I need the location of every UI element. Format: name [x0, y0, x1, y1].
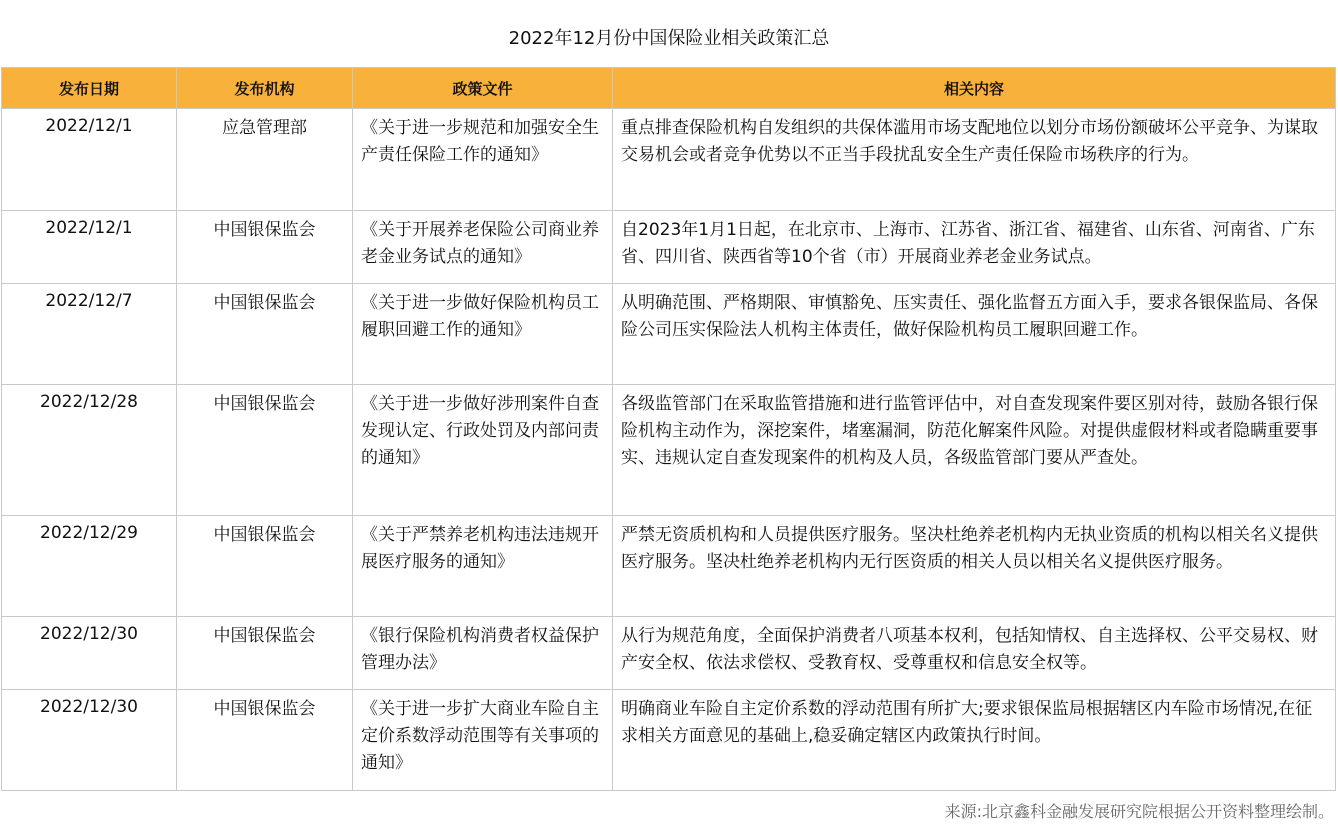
table-row	[2, 211, 1336, 284]
cell-content: 重点排查保险机构自发组织的共保体滥用市场支配地位以划分市场份额破坏公平竞争、为谋取交易机会或者竞争优势以不正当手段扰乱安全生产责任保险市场秩序的行为。	[613, 109, 1336, 211]
cell-doc: 《关于进一步规范和加强安全生产责任保险工作的通知》	[353, 109, 613, 211]
table-row	[2, 109, 1336, 211]
cell-date: 2022/12/1	[2, 109, 177, 211]
table-row	[2, 516, 1336, 617]
cell-doc: 《关于严禁养老机构违法违规开展医疗服务的通知》	[353, 516, 613, 617]
header-doc: 政策文件	[353, 68, 613, 109]
cell-org: 应急管理部	[177, 109, 353, 211]
table-row	[2, 617, 1336, 690]
cell-content: 从行为规范角度，全面保护消费者八项基本权利，包括知情权、自主选择权、公平交易权、财产安全权、依法求偿权、受教育权、受尊重权和信息安全权等。	[613, 617, 1336, 690]
cell-content: 明确商业车险自主定价系数的浮动范围有所扩大;要求银保监局根据辖区内车险市场情况,在征求相关方面意见的基础上,稳妥确定辖区内政策执行时间。	[613, 690, 1336, 791]
cell-date: 2022/12/28	[2, 385, 177, 516]
table-row	[2, 284, 1336, 385]
cell-date: 2022/12/29	[2, 516, 177, 617]
cell-doc: 《关于进一步做好保险机构员工履职回避工作的通知》	[353, 284, 613, 385]
cell-org: 中国银保监会	[177, 516, 353, 617]
source-note: 来源:北京鑫科金融发展研究院根据公开资料整理绘制。	[944, 802, 1334, 821]
cell-date: 2022/12/7	[2, 284, 177, 385]
cell-org: 中国银保监会	[177, 211, 353, 284]
cell-doc: 《关于开展养老保险公司商业养老金业务试点的通知》	[353, 211, 613, 284]
header-row	[2, 68, 1336, 109]
cell-doc: 《银行保险机构消费者权益保护管理办法》	[353, 617, 613, 690]
page-title: 2022年12月份中国保险业相关政策汇总	[508, 28, 830, 49]
cell-content: 自2023年1月1日起，在北京市、上海市、江苏省、浙江省、福建省、山东省、河南省、广东省、四川省、陕西省等10个省（市）开展商业养老金业务试点。	[613, 211, 1336, 284]
cell-org: 中国银保监会	[177, 385, 353, 516]
cell-doc: 《关于进一步扩大商业车险自主定价系数浮动范围等有关事项的通知》	[353, 690, 613, 791]
table-row	[2, 385, 1336, 516]
cell-content: 从明确范围、严格期限、审慎豁免、压实责任、强化监督五方面入手，要求各银保监局、各保险公司压实保险法人机构主体责任，做好保险机构员工履职回避工作。	[613, 284, 1336, 385]
header-org: 发布机构	[177, 68, 353, 109]
cell-org: 中国银保监会	[177, 284, 353, 385]
cell-doc: 《关于进一步做好涉刑案件自查发现认定、行政处罚及内部问责的通知》	[353, 385, 613, 516]
header-date: 发布日期	[2, 68, 177, 109]
cell-date: 2022/12/1	[2, 211, 177, 284]
cell-org: 中国银保监会	[177, 690, 353, 791]
cell-org: 中国银保监会	[177, 617, 353, 690]
header-content: 相关内容	[613, 68, 1336, 109]
cell-content: 严禁无资质机构和人员提供医疗服务。坚决杜绝养老机构内无执业资质的机构以相关名义提供医疗服务。坚决杜绝养老机构内无行医资质的相关人员以相关名义提供医疗服务。	[613, 516, 1336, 617]
cell-content: 各级监管部门在采取监管措施和进行监管评估中，对自查发现案件要区别对待，鼓励各银行保险机构主动作为，深挖案件，堵塞漏洞，防范化解案件风险。对提供虚假材料或者隐瞒重要事实、违规认定自查发现案件的机构及人员，各级监管部门要从严查处。	[613, 385, 1336, 516]
policy-table	[1, 67, 1336, 791]
cell-date: 2022/12/30	[2, 617, 177, 690]
table-row	[2, 690, 1336, 791]
cell-date: 2022/12/30	[2, 690, 177, 791]
